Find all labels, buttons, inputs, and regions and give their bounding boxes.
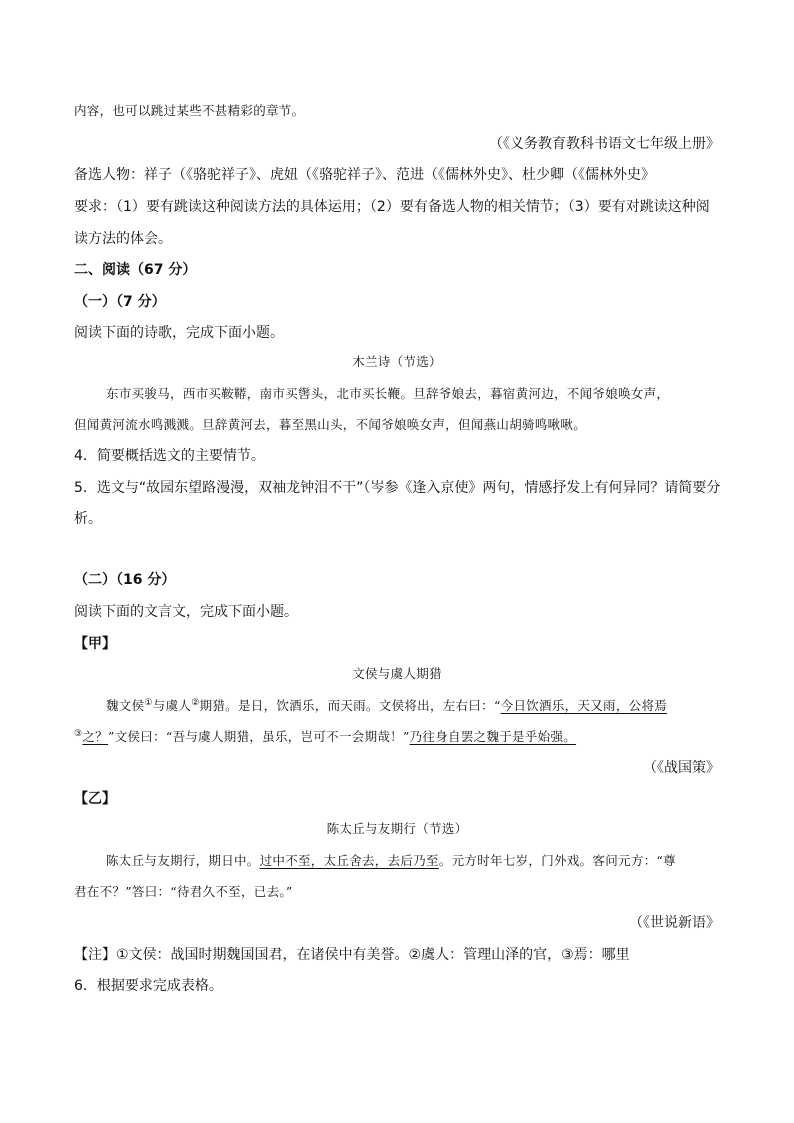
subsection-title: （二）（16 分） [74,572,176,588]
passage-line [74,882,293,902]
label-text: 【甲】 [74,636,116,652]
subsection-title: （一）（7 分） [74,294,166,310]
requirements-text: 要求：（1）要有跳读这种阅读方法的具体运用；（2）要有备选人物的相关情节；（3）要有对跳读这种阅 [74,199,710,215]
question-text: 4．简要概括选文的主要情节。 [74,448,265,464]
label-text: 【乙】 [74,791,116,807]
poem-text: 东市买骏马，西市买鞍鞯，南市买辔头，北市买长鞭。旦辞爷娘去，暮宿黄河边，不闻爷娘唤女声， [106,386,670,401]
footnote-marker: ① [144,697,153,708]
poem-text: 但闻黄河流水鸣溅溅。旦辞黄河去，暮至黑山头，不闻爷娘唤女声，但闻燕山胡骑鸣啾啾。 [74,417,587,432]
passage-line [106,696,667,716]
passage-label-yi [74,789,116,809]
question-text: 5．选文与“故园东望路漫漫，双袖龙钟泪不干”（岑参《逢入京使》两句，情感抒发上有何异同？请简要分 [74,480,721,496]
passage-label-jia [74,634,116,654]
passage-title [0,819,794,839]
citation-text: （《世说新语》 [629,915,720,931]
citation-text: （《义务教育教科书语文七年级上册》 [489,136,720,152]
question-5 [74,478,720,498]
poem-title [0,352,794,372]
passage-text: 魏文侯 [106,698,145,713]
poem-title-text: 木兰诗（节选） [352,354,442,369]
question-text: 6．根据要求完成表格。 [74,978,223,994]
subsection-heading [74,292,166,312]
question-text: 析。 [74,511,102,527]
subsection-heading [74,570,175,590]
section-heading [74,260,196,280]
passage-text: 期猎。是日，饮酒乐，而天雨。文侯将出，左右曰：“ [199,698,501,713]
footnote-marker: ③ [74,728,83,739]
candidate-characters: 备选人物：祥子（《骆驼祥子》、虎妞（《骆驼祥子》、范进（《儒林外史》、杜少卿（《儒林外史》 [74,167,655,183]
text-line [74,229,172,249]
question-4 [74,446,265,466]
underlined-sentence: 今日饮酒乐，天又雨，公将焉 [500,698,668,713]
annotation-note [74,945,630,965]
requirements-text: 读方法的体会。 [74,231,172,247]
text-line [74,197,710,217]
poem-line [106,384,669,404]
source-citation [489,134,720,154]
instruction-text: 阅读下面的文言文，完成下面小题。 [74,604,298,620]
passage-text: 君在不？”答曰：“待君久不至，已去。” [74,884,293,899]
passage-text: 与虞人 [152,698,192,713]
passage-text: 。元方时年七岁，门外戏。客问元方：“尊 [438,853,676,868]
note-text: 【注】①文侯：战国时期魏国国君，在诸侯中有美誉。②虞人：管理山泽的官，③焉：哪里 [74,947,630,963]
question-6 [74,976,223,996]
instruction [74,323,284,343]
instruction [74,602,298,622]
citation-text: （《战国策》 [643,760,720,776]
footnote-marker: ② [191,697,200,708]
instruction-text: 阅读下面的诗歌，完成下面小题。 [74,325,284,341]
source-citation [643,758,720,778]
passage-line [106,851,676,871]
question-5-continued [74,509,102,529]
title-text: 陈太丘与友期行（节选） [326,821,468,836]
underlined-sentence: 乃往身自罢之魏于是乎始强。 [409,729,577,744]
section-title: 二、阅读（67 分） [74,262,197,278]
text-line [74,101,304,121]
passage-text: 陈太丘与友期行，期日中。 [106,853,260,868]
title-text: 文侯与虞人期猎 [352,666,442,681]
passage-line [74,727,576,747]
underlined-sentence: 过中不至，太丘舍去，去后乃至 [259,853,439,868]
source-citation [629,913,720,933]
text-line [74,165,655,185]
prose-text: 内容，也可以跳过某些不甚精彩的章节。 [74,103,305,118]
passage-title [0,664,794,684]
underlined-sentence: 之？ [82,729,108,744]
poem-line [74,415,586,435]
passage-text: ”文侯曰：“吾与虞人期猎，虽乐，岂可不一会期哉！” [107,729,410,744]
